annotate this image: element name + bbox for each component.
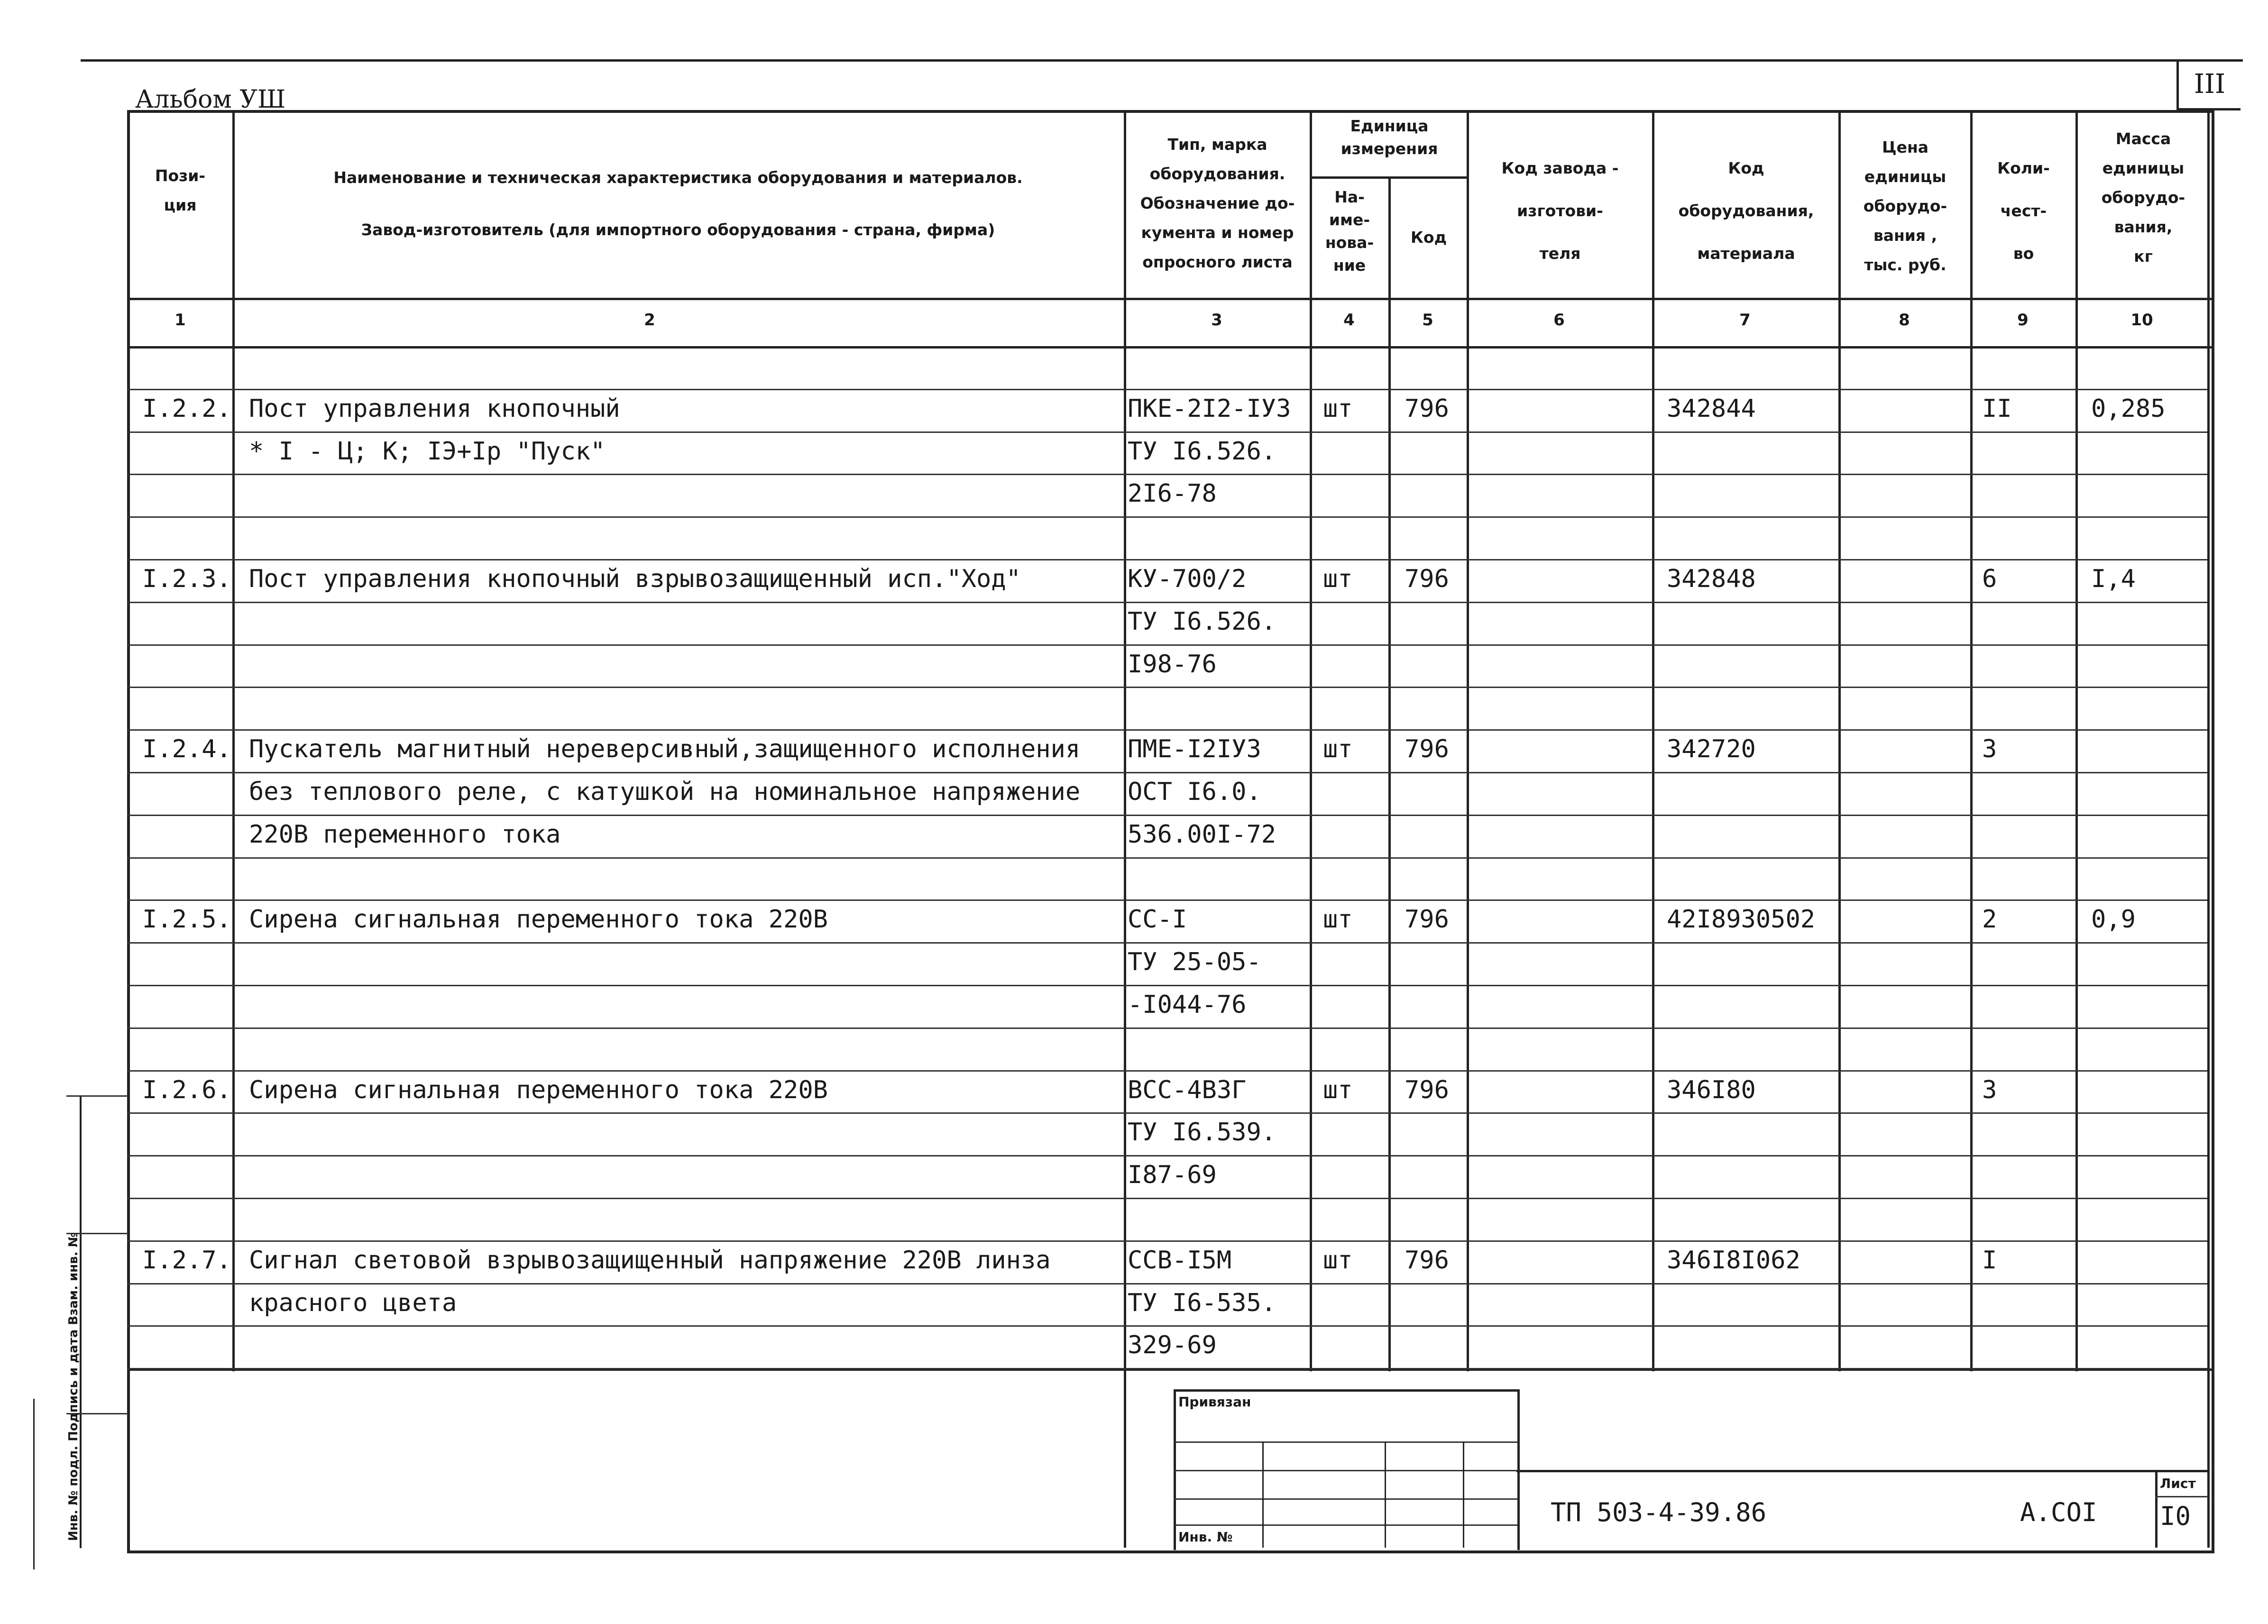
row-separator — [127, 772, 2210, 773]
unit-cell: шт — [1323, 1075, 1353, 1104]
colnum: 8 — [1899, 311, 1910, 330]
material-code-cell: 346I80 — [1667, 1075, 1756, 1104]
stamp-inv-label: Инв. № — [1178, 1529, 1233, 1545]
stamp-line — [1174, 1441, 1517, 1443]
page-corner-number: III — [2176, 61, 2240, 110]
row-separator — [127, 1112, 2210, 1114]
stamp-vline — [1463, 1441, 1464, 1548]
colnum: 7 — [1739, 311, 1751, 330]
unit-header-split — [1310, 176, 1467, 179]
row-separator — [127, 1368, 2210, 1369]
header-maker-code: Код завода - изготови- теля — [1501, 159, 1619, 263]
album-code: А.СОI — [2020, 1497, 2097, 1527]
position-cell: I.2.2. — [142, 394, 231, 423]
header-bottom-line — [127, 298, 2212, 300]
quantity-cell: 6 — [1982, 565, 1997, 593]
row-separator — [127, 687, 2210, 688]
material-code-cell: 42I8930502 — [1667, 905, 1816, 934]
colnum: 9 — [2017, 311, 2029, 330]
header-unit-code: Код — [1410, 228, 1447, 247]
stamp-vline — [1385, 1441, 1386, 1548]
position-cell: I.2.7. — [142, 1246, 231, 1275]
row-separator — [127, 474, 2210, 475]
stamp-vline — [1262, 1441, 1264, 1548]
stamp-line — [1174, 1498, 1517, 1500]
type-cell: КУ-700/2 — [1128, 565, 1247, 593]
row-separator — [127, 985, 2210, 986]
row-separator — [127, 1198, 2210, 1199]
type-cell: СС-I — [1128, 905, 1187, 934]
colnum: 6 — [1553, 311, 1565, 330]
row-separator — [127, 602, 2210, 603]
material-code-cell: 342720 — [1667, 735, 1756, 764]
sheet-box-line — [2155, 1470, 2158, 1548]
col-line — [1124, 110, 1126, 1548]
row-separator — [127, 1070, 2210, 1072]
name-cell: красного цвета — [249, 1288, 457, 1317]
type-cell: -I044-76 — [1128, 991, 1247, 1019]
row-separator — [127, 516, 2210, 518]
name-cell: Пускатель магнитный нереверсивный,защищенного исполнения — [249, 735, 1081, 764]
colnum: 4 — [1343, 311, 1355, 330]
name-cell: 220В переменного тока — [249, 820, 561, 849]
position-cell: I.2.6. — [142, 1075, 231, 1104]
unit-code-cell: 796 — [1405, 1246, 1449, 1275]
unit-cell: шт — [1323, 735, 1353, 764]
top-rule — [81, 59, 2243, 62]
type-cell: ССВ-I5М — [1128, 1246, 1232, 1275]
colnum: 3 — [1211, 311, 1222, 330]
row-separator — [127, 1028, 2210, 1029]
row-separator — [127, 857, 2210, 859]
material-code-cell: 342848 — [1667, 565, 1756, 593]
name-cell: Сигнал световой взрывозащищенный напряжение 220В линза — [249, 1246, 1051, 1275]
row-separator — [127, 1283, 2210, 1285]
mass-cell: 0,9 — [2091, 905, 2136, 934]
header-price: Цена единицы оборудо- вания , тыс. руб. — [1863, 138, 1947, 274]
type-cell: I98-76 — [1128, 650, 1217, 679]
quantity-cell: 2 — [1982, 905, 1997, 934]
binding-strip-split — [66, 1095, 128, 1097]
position-cell: I.2.5. — [142, 905, 231, 934]
quantity-cell: I — [1982, 1246, 1997, 1275]
name-cell: Сирена сигнальная переменного тока 220В — [249, 1075, 828, 1104]
type-cell: 2I6-78 — [1128, 479, 1217, 508]
unit-code-cell: 796 — [1405, 1075, 1449, 1104]
position-cell: I.2.3. — [142, 565, 231, 593]
binding-strip-text: Инв. № подл. Подпись и дата Взам. инв. № — [66, 1232, 81, 1541]
row-separator — [127, 1325, 2210, 1327]
quantity-cell: II — [1982, 394, 2012, 423]
header-mass: Масса единицы оборудо- вания, кг — [2101, 129, 2185, 266]
type-cell: I87-69 — [1128, 1161, 1217, 1190]
sheet-label: Лист — [2160, 1476, 2196, 1491]
name-cell: без теплового реле, с катушкой на номинальное напряжение — [249, 778, 1081, 806]
row-separator — [127, 431, 2210, 433]
mass-cell: I,4 — [2091, 565, 2136, 593]
row-separator — [127, 389, 2210, 390]
header-name: Наименование и техническая характеристика оборудования и материалов. Завод-изготовитель (для импортного оборудования - страна, фирма) — [333, 168, 1023, 239]
unit-code-cell: 796 — [1405, 735, 1449, 764]
row-separator — [127, 899, 2210, 901]
header-position: Пози- ция — [155, 166, 206, 214]
quantity-cell: 3 — [1982, 1075, 1997, 1104]
unit-cell: шт — [1323, 565, 1353, 593]
mass-cell: 0,285 — [2091, 394, 2166, 423]
type-cell: ТУ I6.539. — [1128, 1118, 1276, 1147]
stamp-line — [1174, 1470, 1517, 1471]
header-type: Тип, марка оборудования. Обозначение до- кумента и номер опросного листа — [1140, 135, 1295, 271]
name-cell: Сирена сигнальная переменного тока 220В — [249, 905, 828, 934]
row-separator — [127, 644, 2210, 646]
header-quantity: Коли- чест- во — [1997, 159, 2050, 263]
header-material-code: Код оборудования, материала — [1678, 159, 1814, 263]
name-cell: Пост управления кнопочный — [249, 394, 620, 423]
row-separator — [127, 942, 2210, 944]
position-cell: I.2.4. — [142, 735, 231, 764]
colnum: 2 — [644, 311, 655, 330]
album-label: Альбом УШ — [135, 85, 286, 114]
row-separator — [127, 729, 2210, 731]
sheet-box-split — [2155, 1496, 2208, 1497]
unit-code-cell: 796 — [1405, 905, 1449, 934]
type-cell: 329-69 — [1128, 1331, 1217, 1360]
material-code-cell: 346I8I062 — [1667, 1246, 1800, 1275]
quantity-cell: 3 — [1982, 735, 1997, 764]
row-separator — [127, 1240, 2210, 1242]
unit-code-cell: 796 — [1405, 394, 1449, 423]
type-cell: 536.00I-72 — [1128, 820, 1276, 849]
colnum: 10 — [2130, 311, 2153, 330]
sheet-number: I0 — [2160, 1501, 2191, 1531]
stamp-privyazan-label: Привязан — [1178, 1394, 1251, 1410]
document-code: ТП 503-4-39.86 — [1551, 1497, 1767, 1527]
colnum: 5 — [1422, 311, 1433, 330]
unit-cell: шт — [1323, 394, 1353, 423]
name-cell: * I - Ц; К; IЭ+Iр "Пуск" — [249, 437, 606, 466]
unit-code-cell: 796 — [1405, 565, 1449, 593]
header-unit: Единица измерения — [1341, 117, 1438, 158]
row-separator — [127, 1155, 2210, 1156]
colnum: 1 — [174, 311, 186, 330]
colnum-bottom-line — [127, 346, 2212, 349]
unit-cell: шт — [1323, 905, 1353, 934]
header-unit-name: На- име- нова- ние — [1325, 188, 1374, 275]
col-line — [1388, 176, 1391, 1371]
type-cell: ТУ I6-535. — [1128, 1288, 1276, 1317]
type-cell: ОСТ I6.0. — [1128, 778, 1261, 806]
frame-right — [2207, 110, 2210, 1548]
material-code-cell: 342844 — [1667, 394, 1756, 423]
binding-edge-line — [33, 1399, 35, 1569]
type-cell: ТУ I6.526. — [1128, 607, 1276, 636]
row-separator — [127, 559, 2210, 560]
row-separator — [127, 815, 2210, 816]
type-cell: ВСС-4ВЗГ — [1128, 1075, 1247, 1104]
type-cell: ПМЕ-I2IУЗ — [1128, 735, 1261, 764]
type-cell: ТУ I6.526. — [1128, 437, 1276, 466]
title-block-top — [1516, 1470, 2209, 1472]
type-cell: ПКЕ-2I2-IУЗ — [1128, 394, 1291, 423]
unit-cell: шт — [1323, 1246, 1353, 1275]
name-cell: Пост управления кнопочный взрывозащищенный исп."Ход" — [249, 565, 1021, 593]
stamp-line — [1174, 1524, 1517, 1526]
type-cell: ТУ 25-05- — [1128, 948, 1261, 977]
